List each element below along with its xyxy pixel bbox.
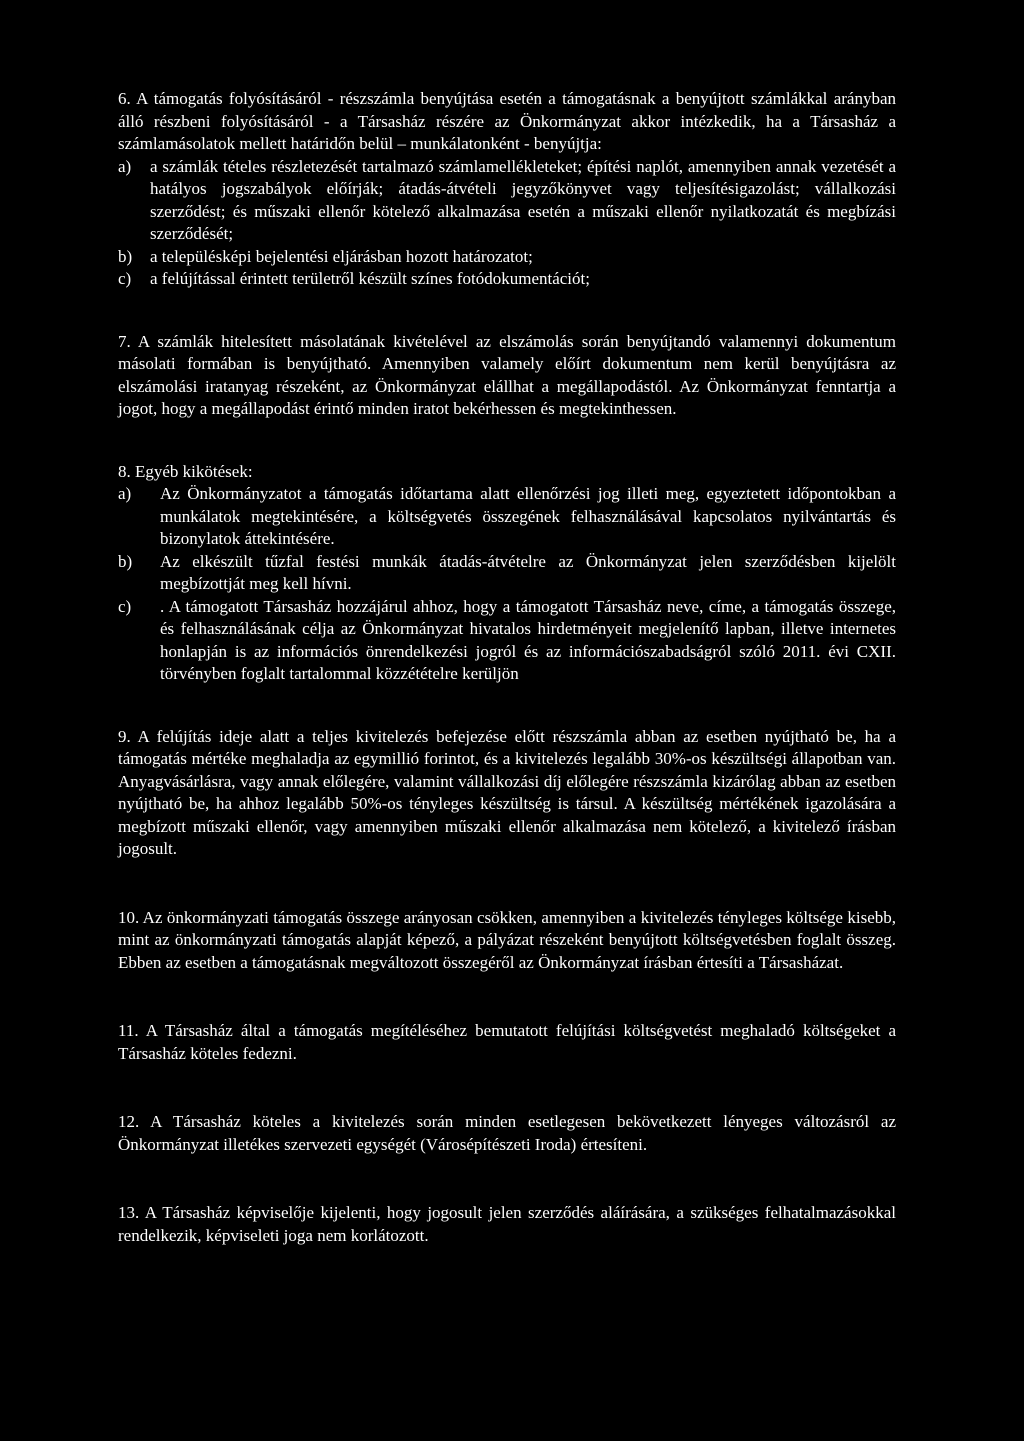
section-10: [118, 907, 896, 975]
section-9-text: 9. A felújítás ideje alatt a teljes kivitelezés befejezése előtt részszámla abban az esetben nyújtható be, ha a támogatás mértéke meghaladja az egymillió forintot, és a kivitelezés legalább 30%-os készültségi állapotban van. Anyagvásárlásra, vagy annak előlegére, valamint vállalkozási díj előlegére részszámla kizárólag abban az esetben nyújtható be, ha ahhoz legalább 50%-os tényleges készültség is társul. A készültség mértékének igazolására a megbízott műszaki ellenőr, vagy amennyiben műszaki ellenőr alkalmazása nem kötelező, a kivitelező írásban jogosult.: [118, 726, 896, 858]
section-6-intro: 6. A támogatás folyósításáról - részszámla benyújtása esetén a támogatásnak a benyújtott számlákkal arányban álló részbeni folyósításáról - a Társasház részére az Önkormányzat akkor intézkedik, ha a Társasház a számlamásolatok mellett határidőn belül – munkálatonként - benyújtja:: [118, 89, 896, 153]
list-item-text: Az Önkormányzatot a támogatás időtartama alatt ellenőrzési jog illeti meg, egyeztetett időpontokban a munkálatok megtekintésére, a költségvetés összegének felhasználásával kapcsolatos nyilvántartás és bizonylatok áttekintésére.: [160, 484, 896, 548]
list-item-text: a felújítással érintett területről készült színes fotódokumentációt;: [150, 269, 590, 288]
list-item: [118, 551, 896, 596]
list-item: [118, 596, 896, 686]
section-6-list: [118, 156, 896, 291]
section-13: [118, 1202, 896, 1247]
list-marker: c): [118, 596, 132, 616]
section-11-text: 11. A Társasház által a támogatás megítéléséhez bemutatott felújítási költségvetést meghaladó költségeket a Társasház köteles fedezni.: [118, 1021, 896, 1063]
section-13-text: 13. A Társasház képviselője kijelenti, hogy jogosult jelen szerződés aláírására, a szükséges felhatalmazásokkal rendelkezik, képviseleti joga nem korlátozott.: [118, 1203, 896, 1245]
list-marker: c): [118, 269, 132, 288]
section-12: [118, 1111, 896, 1156]
section-12-text: 12. A Társasház köteles a kivitelezés során minden esetlegesen bekövetkezett lényeges változásról az Önkormányzat illetékes szervezeti egységét (Városépítészeti Iroda) értesíteni.: [118, 1112, 896, 1154]
spacer: [118, 974, 896, 1020]
section-8-heading: 8. Egyéb kikötések:: [118, 461, 253, 481]
section-8: [118, 461, 896, 686]
spacer: [118, 861, 896, 907]
list-item: [118, 268, 896, 291]
spacer: [118, 421, 896, 461]
list-marker: a): [118, 484, 132, 503]
list-item-text: . A támogatott Társasház hozzájárul ahhoz, hogy a támogatott Társasház neve, címe, a támogatás összege, és felhasználásának célja az Önkormányzat hivatalos hirdetményeit megjelenítő lapban, illetve internetes honlapján is az információs önrendelkezési jogról és az információszabadságról szóló 2011. évi CXII. törvényben foglalt tartalommal közzétételre kerüljön: [160, 596, 896, 683]
spacer: [118, 291, 896, 331]
list-marker: b): [118, 246, 133, 266]
section-6: [118, 88, 896, 291]
list-item-text: Az elkészült tűzfal festési munkák átadás-átvételre az Önkormányzat jelen szerződésben kijelölt megbízottját meg kell hívni.: [160, 551, 896, 593]
spacer: [118, 686, 896, 726]
list-marker: b): [118, 551, 133, 571]
list-item-text: a számlák tételes részletezését tartalmazó számlamellékleteket; építési naplót, amennyiben annak vezetését a hatályos jogszabályok előírják; átadás-átvételi jegyzőkönyvet vagy teljesítésigazolást; vállalkozási szerződést; és műszaki ellenőr kötelező alkalmazása esetén a műszaki ellenőr nyilatkozatát és megbízási szerződését;: [150, 156, 896, 243]
list-marker: a): [118, 156, 132, 176]
section-7-text: 7. A számlák hitelesített másolatának kivételével az elszámolás során benyújtandó valamennyi dokumentum másolati formában is benyújtható. Amennyiben valamely előírt dokumentum nem kerül benyújtásra az elszámolási iratanyag részeként, az Önkormányzat elállhat a megállapodástól. Az Önkormányzat fenntartja a jogot, hogy a megállapodást érintő minden iratot bekérhessen és megtekinthessen.: [118, 331, 896, 418]
list-item: [118, 156, 896, 246]
list-item: [118, 483, 896, 551]
spacer: [118, 1065, 896, 1111]
section-9: [118, 726, 896, 861]
section-8-list: [118, 483, 896, 686]
section-11: [118, 1020, 896, 1065]
list-item: [118, 246, 896, 269]
section-10-text: 10. Az önkormányzati támogatás összege arányosan csökken, amennyiben a kivitelezés tényleges költsége kisebb, mint az önkormányzati támogatás alapját képező, a pályázat részeként benyújtott költségvetésben foglalt összeg. Ebben az esetben a támogatásnak megváltozott összegéről az Önkormányzat írásban értesíti a Társasházat.: [118, 907, 896, 972]
document-page: [118, 88, 896, 1247]
list-item-text: a településképi bejelentési eljárásban hozott határozatot;: [150, 246, 533, 266]
section-7: [118, 331, 896, 421]
spacer: [118, 1156, 896, 1202]
